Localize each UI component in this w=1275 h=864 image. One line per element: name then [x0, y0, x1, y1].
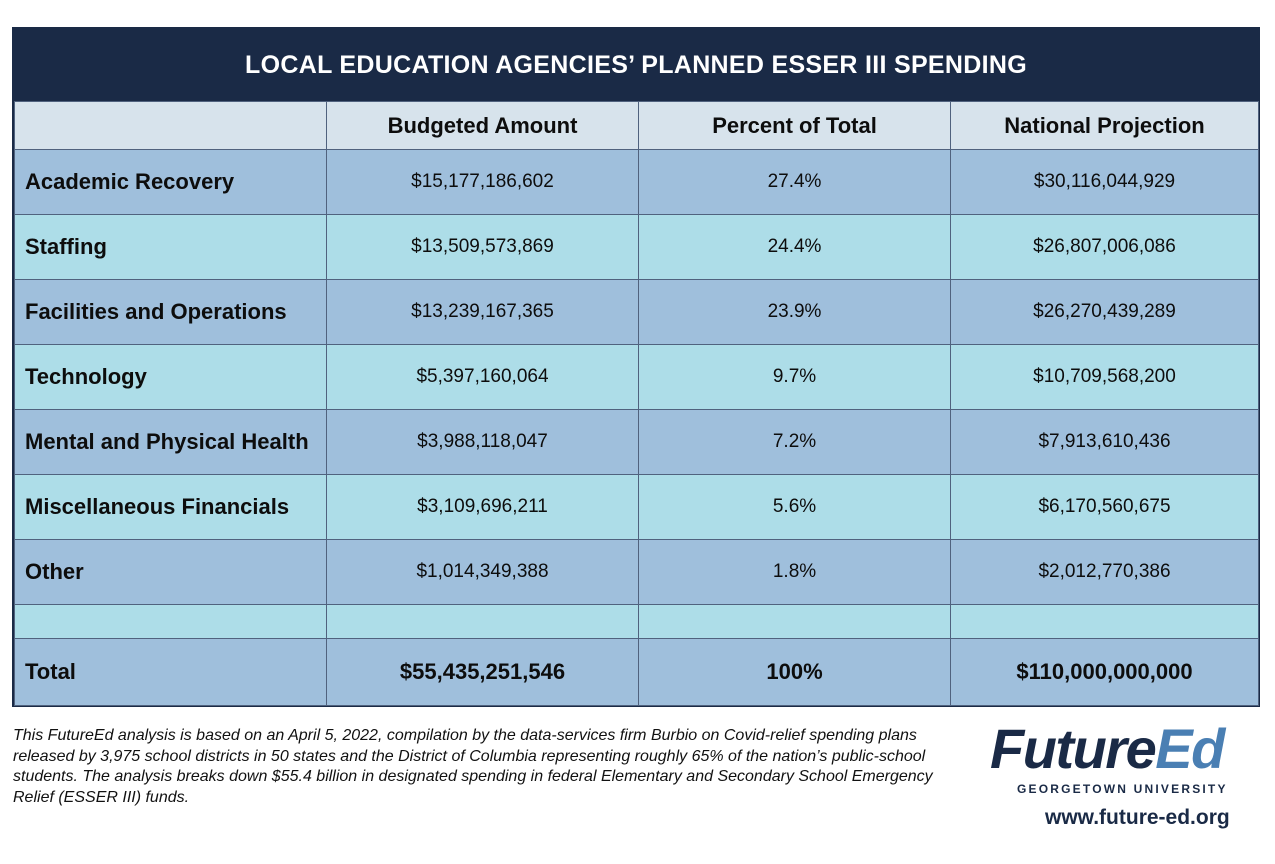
- empty-cell: [951, 605, 1259, 639]
- spending-table-frame: [12, 27, 1260, 707]
- logo-wordmark: [990, 717, 1224, 780]
- row-label: Staffing: [15, 215, 327, 280]
- empty-cell: [327, 605, 639, 639]
- projection-cell: $26,270,439,289: [951, 280, 1259, 345]
- logo-subtitle: GEORGETOWN UNIVERSITY: [1017, 782, 1228, 796]
- table-row: [15, 475, 1259, 540]
- budgeted-cell: $3,988,118,047: [327, 410, 639, 475]
- total-projection-cell: $110,000,000,000: [951, 639, 1259, 706]
- percent-cell: 24.4%: [639, 215, 951, 280]
- budgeted-cell: $13,509,573,869: [327, 215, 639, 280]
- projection-cell: $26,807,006,086: [951, 215, 1259, 280]
- total-percent-cell: 100%: [639, 639, 951, 706]
- table-row: [15, 410, 1259, 475]
- row-label: Mental and Physical Health: [15, 410, 327, 475]
- table-row: [15, 345, 1259, 410]
- budgeted-cell: $15,177,186,602: [327, 150, 639, 215]
- percent-cell: 23.9%: [639, 280, 951, 345]
- row-label: Miscellaneous Financials: [15, 475, 327, 540]
- total-row: [15, 639, 1259, 706]
- budgeted-cell: $5,397,160,064: [327, 345, 639, 410]
- table-row: [15, 280, 1259, 345]
- logo-wordmark-ed: Ed: [1155, 717, 1224, 780]
- projection-cell: $7,913,610,436: [951, 410, 1259, 475]
- column-header-percent: Percent of Total: [639, 102, 951, 150]
- column-header-category: [15, 102, 327, 150]
- projection-cell: $6,170,560,675: [951, 475, 1259, 540]
- futureed-logo[interactable]: [985, 717, 1255, 840]
- projection-cell: $2,012,770,386: [951, 540, 1259, 605]
- table-row: [15, 540, 1259, 605]
- projection-cell: $30,116,044,929: [951, 150, 1259, 215]
- budgeted-cell: $1,014,349,388: [327, 540, 639, 605]
- total-label: Total: [15, 639, 327, 706]
- spending-table: [14, 101, 1259, 706]
- column-header-projection: National Projection: [951, 102, 1259, 150]
- percent-cell: 9.7%: [639, 345, 951, 410]
- projection-cell: $10,709,568,200: [951, 345, 1259, 410]
- percent-cell: 7.2%: [639, 410, 951, 475]
- table-row: [15, 150, 1259, 215]
- percent-cell: 5.6%: [639, 475, 951, 540]
- row-label: Academic Recovery: [15, 150, 327, 215]
- header-row: [15, 102, 1259, 150]
- row-label: Technology: [15, 345, 327, 410]
- empty-row: [15, 605, 1259, 639]
- budgeted-cell: $13,239,167,365: [327, 280, 639, 345]
- logo-wordmark-future: Future: [990, 717, 1156, 780]
- source-footnote: This FutureEd analysis is based on an April 5, 2022, compilation by the data-services firm Burbio on Covid-relief spending plans released by 3,975 school districts in 50 states and the District of Columbia representing roughly 65% of the nation’s public-school students. The analysis breaks down $55.4 billion in designated spending in federal Elementary and Secondary School Emergency Relief (ESSER III) funds.: [13, 727, 933, 806]
- total-budgeted-cell: $55,435,251,546: [327, 639, 639, 706]
- website-link[interactable]: www.future-ed.org: [1045, 806, 1230, 829]
- row-label: Facilities and Operations: [15, 280, 327, 345]
- empty-cell: [639, 605, 951, 639]
- budgeted-cell: $3,109,696,211: [327, 475, 639, 540]
- percent-cell: 1.8%: [639, 540, 951, 605]
- percent-cell: 27.4%: [639, 150, 951, 215]
- row-label: Other: [15, 540, 327, 605]
- table-row: [15, 215, 1259, 280]
- empty-cell: [15, 605, 327, 639]
- table-title: LOCAL EDUCATION AGENCIES’ PLANNED ESSER III SPENDING: [14, 29, 1258, 101]
- column-header-budgeted: Budgeted Amount: [327, 102, 639, 150]
